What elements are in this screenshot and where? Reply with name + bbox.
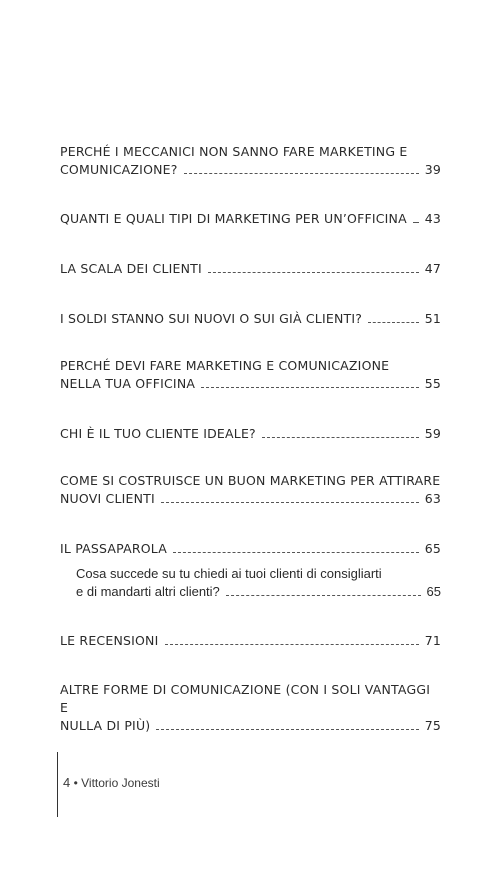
toc-entry[interactable]	[60, 425, 441, 443]
toc-entry-title: COMUNICAZIONE?	[60, 162, 178, 177]
toc-leader	[184, 173, 419, 174]
toc-page-number: 51	[424, 311, 441, 326]
toc-page-number: 47	[424, 261, 441, 276]
toc-entry-title-line: Cosa succede su tu chiedi ai tuoi clienti di consigliarti	[76, 566, 382, 581]
toc-entry[interactable]	[60, 540, 441, 558]
toc-leader	[368, 322, 419, 323]
toc-page-number: 63	[424, 491, 441, 506]
toc-entry[interactable]	[60, 210, 441, 228]
toc-entry-title-line: PERCHÉ I MECCANICI NON SANNO FARE MARKETING E	[60, 144, 408, 159]
toc-entry-title: IL PASSAPAROLA	[60, 541, 167, 556]
toc-leader	[173, 552, 419, 553]
toc-page-number: 71	[424, 633, 441, 648]
toc-entry[interactable]	[60, 357, 441, 393]
toc-entry-title-line: PERCHÉ DEVI FARE MARKETING E COMUNICAZIONE	[60, 358, 390, 373]
toc-entry-title-line: ALTRE FORME DI COMUNICAZIONE (CON I SOLI VANTAGGI E	[60, 682, 431, 715]
toc-leader	[226, 595, 421, 596]
toc-leader	[161, 502, 419, 503]
toc-leader	[262, 437, 419, 438]
toc-entry[interactable]	[60, 632, 441, 650]
toc-entry-title: NULLA DI PIÙ)	[60, 718, 151, 733]
toc-leader	[413, 222, 419, 223]
toc-page-number: 65	[426, 584, 441, 599]
toc-page-number: 65	[424, 541, 441, 556]
toc-leader	[165, 644, 419, 645]
toc-entry[interactable]	[60, 143, 441, 179]
toc-page-number: 59	[424, 426, 441, 441]
toc-entry[interactable]	[60, 260, 441, 278]
footer-page-number: 4	[63, 775, 71, 790]
toc-entry[interactable]	[60, 310, 441, 328]
toc-page-number: 43	[424, 211, 441, 226]
toc-entry-title: LE RECENSIONI	[60, 633, 159, 648]
toc-leader	[156, 729, 418, 730]
toc-subentry[interactable]	[76, 565, 441, 601]
toc-entry-title: NELLA TUA OFFICINA	[60, 376, 196, 391]
page-footer	[63, 775, 160, 790]
toc-entry-title: e di mandarti altri clienti?	[76, 584, 220, 599]
toc-leader	[208, 272, 419, 273]
toc-entry[interactable]	[60, 472, 441, 508]
toc-leader	[201, 387, 419, 388]
toc-entry-title: NUOVI CLIENTI	[60, 491, 155, 506]
toc-page-number: 55	[424, 376, 441, 391]
toc-page-number: 75	[424, 718, 441, 733]
toc-entry-title: CHI È IL TUO CLIENTE IDEALE?	[60, 426, 256, 441]
footer-divider	[57, 752, 58, 817]
toc-entry-title-line: COME SI COSTRUISCE UN BUON MARKETING PER ATTIRARE	[60, 473, 441, 488]
toc-entry-title: LA SCALA DEI CLIENTI	[60, 261, 202, 276]
toc-entry[interactable]	[60, 681, 441, 735]
footer-separator: •	[73, 776, 78, 790]
toc-page-number: 39	[424, 162, 441, 177]
toc-entry-title: QUANTI E QUALI TIPI DI MARKETING PER UN’OFFICINA	[60, 211, 407, 226]
toc-entry-title: I SOLDI STANNO SUI NUOVI O SUI GIÀ CLIENTI?	[60, 311, 363, 326]
footer-author: Vittorio Jonesti	[81, 776, 160, 790]
